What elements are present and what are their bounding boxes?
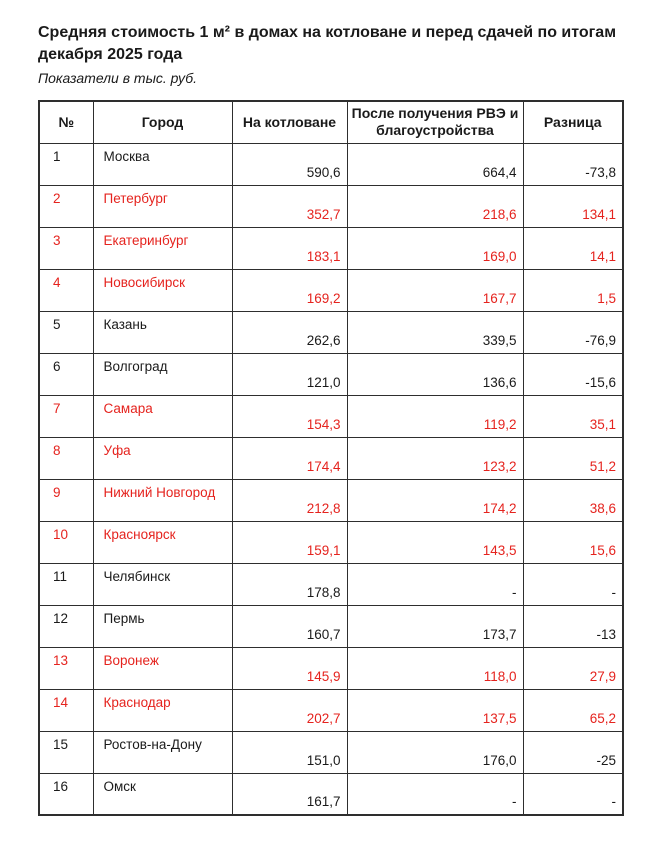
price-pit: 169,2	[232, 269, 347, 311]
price-rve: 167,7	[347, 269, 523, 311]
row-number: 1	[39, 143, 93, 185]
table-header-row	[39, 101, 623, 143]
city-name: Ростов-на-Дону	[93, 731, 232, 773]
price-rve: 143,5	[347, 521, 523, 563]
city-name: Красноярск	[93, 521, 232, 563]
table-row	[39, 605, 623, 647]
city-name: Волгоград	[93, 353, 232, 395]
price-pit: 160,7	[232, 605, 347, 647]
price-rve: 136,6	[347, 353, 523, 395]
price-difference: -73,8	[523, 143, 623, 185]
table-row	[39, 731, 623, 773]
city-name: Казань	[93, 311, 232, 353]
price-difference: 65,2	[523, 689, 623, 731]
city-name: Челябинск	[93, 563, 232, 605]
page-title-line2: декабря 2025 года	[38, 46, 183, 63]
price-difference: 38,6	[523, 479, 623, 521]
price-pit: 161,7	[232, 773, 347, 815]
row-number: 2	[39, 185, 93, 227]
price-pit: 178,8	[232, 563, 347, 605]
city-name: Екатеринбург	[93, 227, 232, 269]
price-pit: 154,3	[232, 395, 347, 437]
table-row	[39, 269, 623, 311]
city-name: Омск	[93, 773, 232, 815]
table-row	[39, 521, 623, 563]
price-difference: -25	[523, 731, 623, 773]
price-difference: 51,2	[523, 437, 623, 479]
price-pit: 159,1	[232, 521, 347, 563]
table-row	[39, 563, 623, 605]
row-number: 6	[39, 353, 93, 395]
row-number: 11	[39, 563, 93, 605]
price-rve: 173,7	[347, 605, 523, 647]
table-row	[39, 353, 623, 395]
price-difference: -	[523, 563, 623, 605]
price-pit: 590,6	[232, 143, 347, 185]
city-name: Краснодар	[93, 689, 232, 731]
table-row	[39, 143, 623, 185]
row-number: 8	[39, 437, 93, 479]
column-header-number: №	[39, 101, 93, 143]
page-title-line1: Средняя стоимость 1 м² в домах на котловане и перед сдачей по итогам	[38, 24, 617, 41]
price-difference: -76,9	[523, 311, 623, 353]
city-name: Новосибирск	[93, 269, 232, 311]
row-number: 10	[39, 521, 93, 563]
row-number: 16	[39, 773, 93, 815]
price-rve: 119,2	[347, 395, 523, 437]
row-number: 7	[39, 395, 93, 437]
price-rve: 664,4	[347, 143, 523, 185]
page-title	[38, 22, 638, 66]
table-header	[39, 101, 623, 143]
price-difference: -	[523, 773, 623, 815]
row-number: 5	[39, 311, 93, 353]
price-pit: 202,7	[232, 689, 347, 731]
price-table	[38, 100, 624, 816]
price-rve: 176,0	[347, 731, 523, 773]
price-rve: 218,6	[347, 185, 523, 227]
table-row	[39, 479, 623, 521]
table-row	[39, 647, 623, 689]
price-rve: 169,0	[347, 227, 523, 269]
price-rve: 118,0	[347, 647, 523, 689]
price-difference: 35,1	[523, 395, 623, 437]
row-number: 3	[39, 227, 93, 269]
city-name: Воронеж	[93, 647, 232, 689]
price-pit: 183,1	[232, 227, 347, 269]
city-name: Москва	[93, 143, 232, 185]
price-pit: 212,8	[232, 479, 347, 521]
price-rve: -	[347, 773, 523, 815]
row-number: 15	[39, 731, 93, 773]
price-difference: -13	[523, 605, 623, 647]
table-row	[39, 689, 623, 731]
price-pit: 174,4	[232, 437, 347, 479]
table-row	[39, 227, 623, 269]
table-body	[39, 143, 623, 815]
price-pit: 151,0	[232, 731, 347, 773]
price-rve: 137,5	[347, 689, 523, 731]
city-name: Самара	[93, 395, 232, 437]
price-rve: 174,2	[347, 479, 523, 521]
row-number: 14	[39, 689, 93, 731]
column-header-city: Город	[93, 101, 232, 143]
price-pit: 145,9	[232, 647, 347, 689]
table-row	[39, 395, 623, 437]
page-subtitle: Показатели в тыс. руб.	[38, 70, 198, 86]
price-rve: 123,2	[347, 437, 523, 479]
city-name: Пермь	[93, 605, 232, 647]
price-difference: 1,5	[523, 269, 623, 311]
price-difference: 27,9	[523, 647, 623, 689]
price-difference: 15,6	[523, 521, 623, 563]
price-difference: -15,6	[523, 353, 623, 395]
table-row	[39, 311, 623, 353]
price-difference: 14,1	[523, 227, 623, 269]
price-pit: 121,0	[232, 353, 347, 395]
table-row	[39, 773, 623, 815]
column-header-diff: Разница	[523, 101, 623, 143]
price-pit: 262,6	[232, 311, 347, 353]
column-header-pit: На котловане	[232, 101, 347, 143]
table-row	[39, 185, 623, 227]
price-difference: 134,1	[523, 185, 623, 227]
row-number: 12	[39, 605, 93, 647]
row-number: 9	[39, 479, 93, 521]
column-header-rve: После получения РВЭ и благоустройства	[347, 101, 523, 143]
price-rve: 339,5	[347, 311, 523, 353]
price-rve: -	[347, 563, 523, 605]
city-name: Нижний Новгород	[93, 479, 232, 521]
price-pit: 352,7	[232, 185, 347, 227]
city-name: Петербург	[93, 185, 232, 227]
row-number: 4	[39, 269, 93, 311]
row-number: 13	[39, 647, 93, 689]
table-row	[39, 437, 623, 479]
city-name: Уфа	[93, 437, 232, 479]
